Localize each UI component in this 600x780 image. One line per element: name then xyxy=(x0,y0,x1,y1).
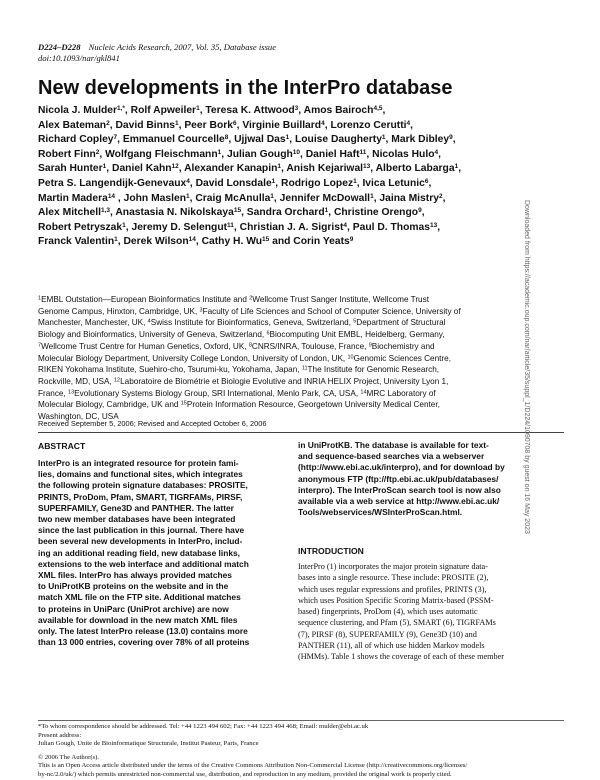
abstract-line: available for download in the new match XML files xyxy=(38,614,238,625)
license-text-1: This is an Open Access article distributed under the terms of the Creative Commons Attribution Non-Commercial License (http://creativecommons.org/licenses/ xyxy=(38,762,468,770)
author-text: , Virginie Buillard xyxy=(236,119,322,131)
abstract-line: interpro). The InterProScan search tool is now also xyxy=(298,484,501,495)
affiliation-text: Laboratoire de Biométrie et Biologie Evolutive and INRIA HELIX Project, University Lyon 1, xyxy=(120,376,449,386)
affiliation-superscript: 14 xyxy=(360,389,367,396)
author-superscript: 1 xyxy=(370,192,374,200)
affiliation-superscript: 11 xyxy=(301,365,308,372)
affiliation-superscript: 8 xyxy=(248,342,252,349)
author-text: Martin Madera xyxy=(38,192,108,204)
author-text: Petra S. Langendijk-Genevaux xyxy=(38,177,187,189)
author-superscript: 11 xyxy=(359,148,367,156)
affiliation-superscript: 6 xyxy=(266,330,270,337)
author-superscript: 1 xyxy=(114,236,118,244)
section-divider xyxy=(38,432,564,433)
author-superscript: 8 xyxy=(224,134,229,142)
author-list xyxy=(38,104,568,250)
abstract-line: and sequence-based searches via a webserver xyxy=(298,451,485,462)
introduction-line: InterPro (1) incorporates the major protein signature data- xyxy=(298,562,488,571)
author-superscript: 7 xyxy=(113,134,118,142)
introduction-line: (HMMs). Table 1 shows the coverage of each of these member xyxy=(298,652,504,662)
abstract-line: PRINTS, ProDom, Pfam, SMART, TIGRFAMs, PIRSF, xyxy=(38,491,243,502)
doi[interactable]: doi:10.1093/nar/gkl841 xyxy=(38,53,120,63)
affiliation-text: The Institute for Genomic Research, xyxy=(307,365,440,375)
author-text: , xyxy=(438,148,441,160)
abstract-line: two new member databases have been integrated xyxy=(38,514,236,525)
author-text: , Amos Bairoch xyxy=(298,105,374,116)
affiliation-text: Faculty of Life Sciences and School of Computer Science, University of xyxy=(202,306,461,316)
author-superscript: 15 xyxy=(262,236,270,244)
affiliation-text: Protein Information Resource, Georgetown University Medical Center, xyxy=(186,400,440,410)
author-text: , xyxy=(452,134,456,146)
abstract-line: match XML file on the FTP site. Additional matches xyxy=(38,592,241,603)
author-text: , Mark Dibley xyxy=(385,134,450,146)
introduction-line: bases into a single resource. These include: PROSITE (2), xyxy=(298,573,489,583)
affiliation-superscript: 2 xyxy=(249,295,253,302)
author-superscript: 1 xyxy=(381,134,386,142)
affiliation-superscript: 13 xyxy=(68,389,75,396)
author-text: , xyxy=(410,119,414,131)
affiliation-text: RIKEN Yokohama Institute, Suehiro-cho, Tsurumi-ku, Yokohama, Japan, xyxy=(38,365,302,375)
author-text: Franck Valentin xyxy=(38,236,115,248)
introduction-heading: INTRODUCTION xyxy=(298,546,364,556)
author-text: , Wolfgang Fleischmann xyxy=(99,148,218,160)
affiliation-text: Manchester, Manchester, UK, xyxy=(38,318,148,328)
author-text: , Louise Daugherty xyxy=(289,134,382,146)
affiliation-text: Rockville, MD, USA, xyxy=(38,376,114,386)
author-superscript: 6 xyxy=(232,119,237,127)
abstract-line: than 13 000 entries, covering over 78% of all proteins xyxy=(38,637,250,648)
author-text: , Daniel Kahn xyxy=(106,163,172,175)
article-title: New developments in the InterPro database xyxy=(38,77,453,99)
author-text: , Rolf Apweiler xyxy=(124,105,197,116)
abstract-line: Tools/webservices/WSInterProScan.html. xyxy=(298,507,463,518)
affiliation-line xyxy=(38,388,564,400)
affiliation-line xyxy=(38,399,564,411)
affiliation-line xyxy=(38,364,564,376)
abstract-line: (http://www.ebi.ac.uk/interpro), and for download by xyxy=(298,462,505,473)
copyright-notice: © 2006 The Author(s). xyxy=(38,753,100,761)
affiliation-line xyxy=(38,329,564,341)
author-text: , Ujjwal Das xyxy=(228,134,286,146)
abstract-heading: ABSTRACT xyxy=(38,441,86,451)
introduction-line: based) fingerprints, ProDom (4), which uses automatic xyxy=(298,607,478,617)
author-text: , David Lonsdale xyxy=(189,177,272,189)
author-superscript: 1 xyxy=(196,105,200,112)
abstract-line: the following protein signature databases: PROSITE, xyxy=(38,480,248,491)
author-superscript: 1 xyxy=(186,192,190,200)
author-superscript: 4 xyxy=(321,119,325,127)
author-superscript: 13 xyxy=(363,163,371,171)
author-superscript: 10 xyxy=(292,148,301,156)
author-text: , John Maslen xyxy=(115,192,186,204)
present-address: Julian Gough, Unite de Bioinformatique Structurale, Institut Pasteur, Paris, France xyxy=(38,740,259,748)
license-text-2: by-nc/2.0/uk/) which permits unrestricted non-commercial use, distribution, and reproduction in any medium, provided the original work is properly cited. xyxy=(38,770,452,778)
affiliation-text: France, xyxy=(38,388,69,398)
author-superscript: 6 xyxy=(424,177,429,185)
author-text: , Rodrigo Lopez xyxy=(275,177,354,189)
author-text: , xyxy=(428,177,432,189)
author-line xyxy=(38,119,568,134)
author-line xyxy=(38,133,568,148)
journal-citation: Nucleic Acids Research, 2007, Vol. 35, Database issue xyxy=(88,42,277,52)
author-line xyxy=(38,148,568,163)
author-text: Nicola J. Mulder xyxy=(38,105,117,116)
affiliation-text: Washington, DC, USA xyxy=(38,412,119,422)
abstract-line: since the last publication in this journal. There have xyxy=(38,525,245,536)
author-text: , Jeremy D. Selengut xyxy=(125,221,228,233)
present-address-label: Present address: xyxy=(38,731,82,739)
author-superscript: 4 xyxy=(406,119,411,127)
affiliation-text: Swiss Institute for Bioinformatics, Geneva, Switzerland, xyxy=(150,318,354,328)
author-text: Robert Petryszak xyxy=(38,221,123,233)
affiliation-text: Molecular Biology Department, University College London, University of London, UK, xyxy=(38,353,348,363)
author-text: , xyxy=(458,163,462,175)
author-superscript: 1 xyxy=(217,148,222,156)
abstract-line: only. The latest InterPro release (13.0) contains more xyxy=(38,626,248,637)
author-text: , Daniel Haft xyxy=(300,148,360,160)
author-superscript: 1,* xyxy=(116,105,125,112)
author-superscript: 4 xyxy=(343,221,348,229)
footnotes xyxy=(38,723,564,780)
affiliation-line xyxy=(38,306,564,318)
affiliation-superscript: 9 xyxy=(368,342,372,349)
abstract-line: lies, domains and functional sites, which integrates xyxy=(38,469,243,480)
author-text: , Teresa K. Attwood xyxy=(199,105,295,116)
author-superscript: 1 xyxy=(285,134,290,142)
affiliation-superscript: 15 xyxy=(180,400,187,407)
author-superscript: 13 xyxy=(430,221,438,229)
author-text: , xyxy=(382,105,386,116)
abstract-line: XML files. InterPro has always provided matches xyxy=(38,570,232,581)
author-text: and Corin Yeats xyxy=(269,236,350,248)
author-superscript: 4 xyxy=(434,148,439,156)
author-text: , Julian Gough xyxy=(221,148,293,160)
author-superscript: 1 xyxy=(122,221,126,229)
introduction-line: (7), PIRSF (8), SUPERFAMILY (9), Gene3D (10) and xyxy=(298,629,477,639)
author-text: , Christian J. A. Sigrist xyxy=(233,221,344,233)
affiliation-superscript: 1 xyxy=(38,295,42,302)
journal-header xyxy=(38,42,558,64)
abstract-line: in UniProtKB. The database is available for text- xyxy=(298,440,489,450)
affiliation-line xyxy=(38,353,564,365)
author-text: , Alexander Kanapin xyxy=(178,163,278,175)
page-range: D224–D228 xyxy=(38,42,81,52)
introduction-line: which uses regular expressions and profiles, PRINTS (3), xyxy=(298,584,487,594)
affiliation-line xyxy=(38,317,564,329)
author-text: , xyxy=(421,207,425,219)
author-line xyxy=(38,104,568,119)
affiliation-superscript: 12 xyxy=(113,377,121,384)
download-watermark: Downloaded from https://academic.oup.com/nar/article/35/suppl_1/D224/1090708 by guest on 16 May 2023 xyxy=(523,200,530,534)
author-text: , Alberto Labarga xyxy=(370,163,455,175)
affiliation-text: MRC Laboratory of xyxy=(366,388,436,398)
author-text: , Craig McAnulla xyxy=(189,192,271,204)
author-text: , David Binns xyxy=(109,119,175,131)
author-superscript: 14 xyxy=(107,192,116,200)
author-superscript: 11 xyxy=(227,221,234,229)
abstract-line: available via a web service at http://www.ebi.ac.uk/ xyxy=(298,496,500,507)
author-line xyxy=(38,177,568,192)
author-text: Sarah Hunter xyxy=(38,163,103,175)
author-text: Alex Bateman xyxy=(38,119,107,131)
affiliation-text: Biochemistry and xyxy=(371,341,435,351)
affiliation-text: Department of Structural xyxy=(356,318,446,328)
author-superscript: 4 xyxy=(186,177,190,185)
affiliation-superscript: 4 xyxy=(147,318,151,325)
abstract-line: SUPERFAMILY, Gene3D and PANTHER. The latter xyxy=(38,502,234,513)
affiliation-superscript: 5 xyxy=(353,318,357,325)
affiliation-text: EMBL Outstation—European Bioinformatics Institute and xyxy=(41,295,250,304)
author-superscript: 2 xyxy=(95,148,100,156)
author-superscript: 1 xyxy=(271,177,276,185)
abstract-line: InterPro is an integrated resource for protein fami- xyxy=(38,458,239,468)
author-text: , Jaina Mistry xyxy=(373,192,439,204)
author-text: , Lorenzo Cerutti xyxy=(324,119,407,131)
author-line xyxy=(38,206,568,221)
author-text: , Anish Kejariwal xyxy=(281,163,364,175)
author-text: , Cathy H. Wu xyxy=(195,236,263,248)
affiliation-text: Wellcome Trust Sanger Institute, Wellcome Trust xyxy=(252,295,429,304)
author-text: , Jennifer McDowall xyxy=(273,192,371,204)
author-superscript: 3 xyxy=(294,105,299,112)
abstract-line: to UniProtKB proteins on the website and in the xyxy=(38,581,229,592)
affiliation-text: Evolutionary Systems Biology Group, SRI International, Menlo Park, CA, USA, xyxy=(74,388,361,398)
footnote-divider xyxy=(38,720,564,721)
author-superscript: 1,3 xyxy=(100,207,110,215)
affiliation-line xyxy=(38,341,564,353)
author-superscript: 9 xyxy=(418,207,422,215)
author-superscript: 1 xyxy=(324,207,329,215)
author-superscript: 2 xyxy=(438,192,443,200)
affiliation-text: CNRS/INRA, Toulouse, France, xyxy=(251,341,369,351)
author-text: , Christine Orengo xyxy=(328,207,419,219)
affiliation-superscript: 7 xyxy=(38,342,42,349)
author-superscript: 9 xyxy=(349,236,354,244)
author-text: , Ivica Letunic xyxy=(356,177,425,189)
author-line xyxy=(38,221,568,236)
author-line xyxy=(38,235,568,250)
author-text: , Derek Wilson xyxy=(117,236,189,248)
author-superscript: 1 xyxy=(270,192,274,200)
introduction-line: which uses Position Specific Scoring Matrix-based (PSSM- xyxy=(298,595,494,605)
abstract-line: ing an additional reading field, new database links, xyxy=(38,547,240,558)
author-superscript: 1 xyxy=(102,163,107,171)
author-text: , xyxy=(437,221,441,233)
author-superscript: 4,5 xyxy=(373,105,383,112)
author-text: , Emmanuel Courcelle xyxy=(117,134,225,146)
affiliation-text: Molecular Biology, Cambridge, UK and xyxy=(38,400,181,410)
correspondence-note: *To whom correspondence should be addressed. Tel: +44 1223 494 602; Fax: +44 1223 494 468; Email: mulder@ebi.ac.uk xyxy=(38,723,369,730)
author-text: Richard Copley xyxy=(38,134,114,146)
author-superscript: 1 xyxy=(277,163,282,171)
author-superscript: 14 xyxy=(188,236,196,244)
author-superscript: 1 xyxy=(174,119,179,127)
author-superscript: 1 xyxy=(353,177,357,185)
author-line xyxy=(38,192,568,207)
affiliation-line xyxy=(38,376,564,388)
author-text: Alex Mitchell xyxy=(38,207,101,219)
affiliation-text: Biocomputing Unit EMBL, Heidelberg, Germany, xyxy=(269,330,445,340)
abstract-line: to proteins in UniParc (UniProt archive) are now xyxy=(38,603,229,614)
author-text: , Sandra Orchard xyxy=(241,207,325,219)
introduction-line: PANTHER (11), all of which use hidden Markov models xyxy=(298,641,485,651)
affiliation-superscript: 3 xyxy=(199,307,203,314)
author-line xyxy=(38,162,568,177)
author-superscript: 15 xyxy=(233,207,242,215)
affiliation-superscript: 10 xyxy=(347,354,354,361)
author-text: , Anastasia N. Nikolskaya xyxy=(110,207,234,219)
author-superscript: 9 xyxy=(449,134,453,142)
affiliation-text: Genome Campus, Hinxton, Cambridge, UK, xyxy=(38,306,200,316)
author-superscript: 2 xyxy=(106,119,110,127)
introduction-line: sequence clustering, and Pfam (5), SMART (6), TIGRFAMs xyxy=(298,618,496,628)
abstract-line: extensions to the web interface and additional match xyxy=(38,558,249,569)
affiliations xyxy=(38,294,564,423)
author-text: , Nicolas Hulo xyxy=(366,148,435,160)
author-superscript: 12 xyxy=(171,163,179,171)
affiliation-text: Wellcome Trust Centre for Human Genetics, Oxford, UK, xyxy=(41,341,249,351)
received-dates: Received September 5, 2006; Revised and Accepted October 6, 2006 xyxy=(38,419,267,428)
author-text: , xyxy=(442,192,446,204)
affiliation-text: Genomic Sciences Centre, xyxy=(353,353,451,363)
abstract-text-column-1 xyxy=(38,458,288,648)
affiliation-line xyxy=(38,294,564,306)
author-superscript: 1 xyxy=(454,163,459,171)
abstract-line: anonymous FTP (ftp://ftp.ebi.ac.uk/pub/databases/ xyxy=(298,473,499,484)
affiliation-text: Biology and Bioinformatics, University of Geneva, Switzerland, xyxy=(38,330,267,340)
author-text: Robert Finn xyxy=(38,148,96,160)
author-text: , Peer Bork xyxy=(178,119,233,131)
author-text: , Paul D. Thomas xyxy=(347,221,430,233)
abstract-line: been several new developments in InterPro, includ- xyxy=(38,536,243,547)
